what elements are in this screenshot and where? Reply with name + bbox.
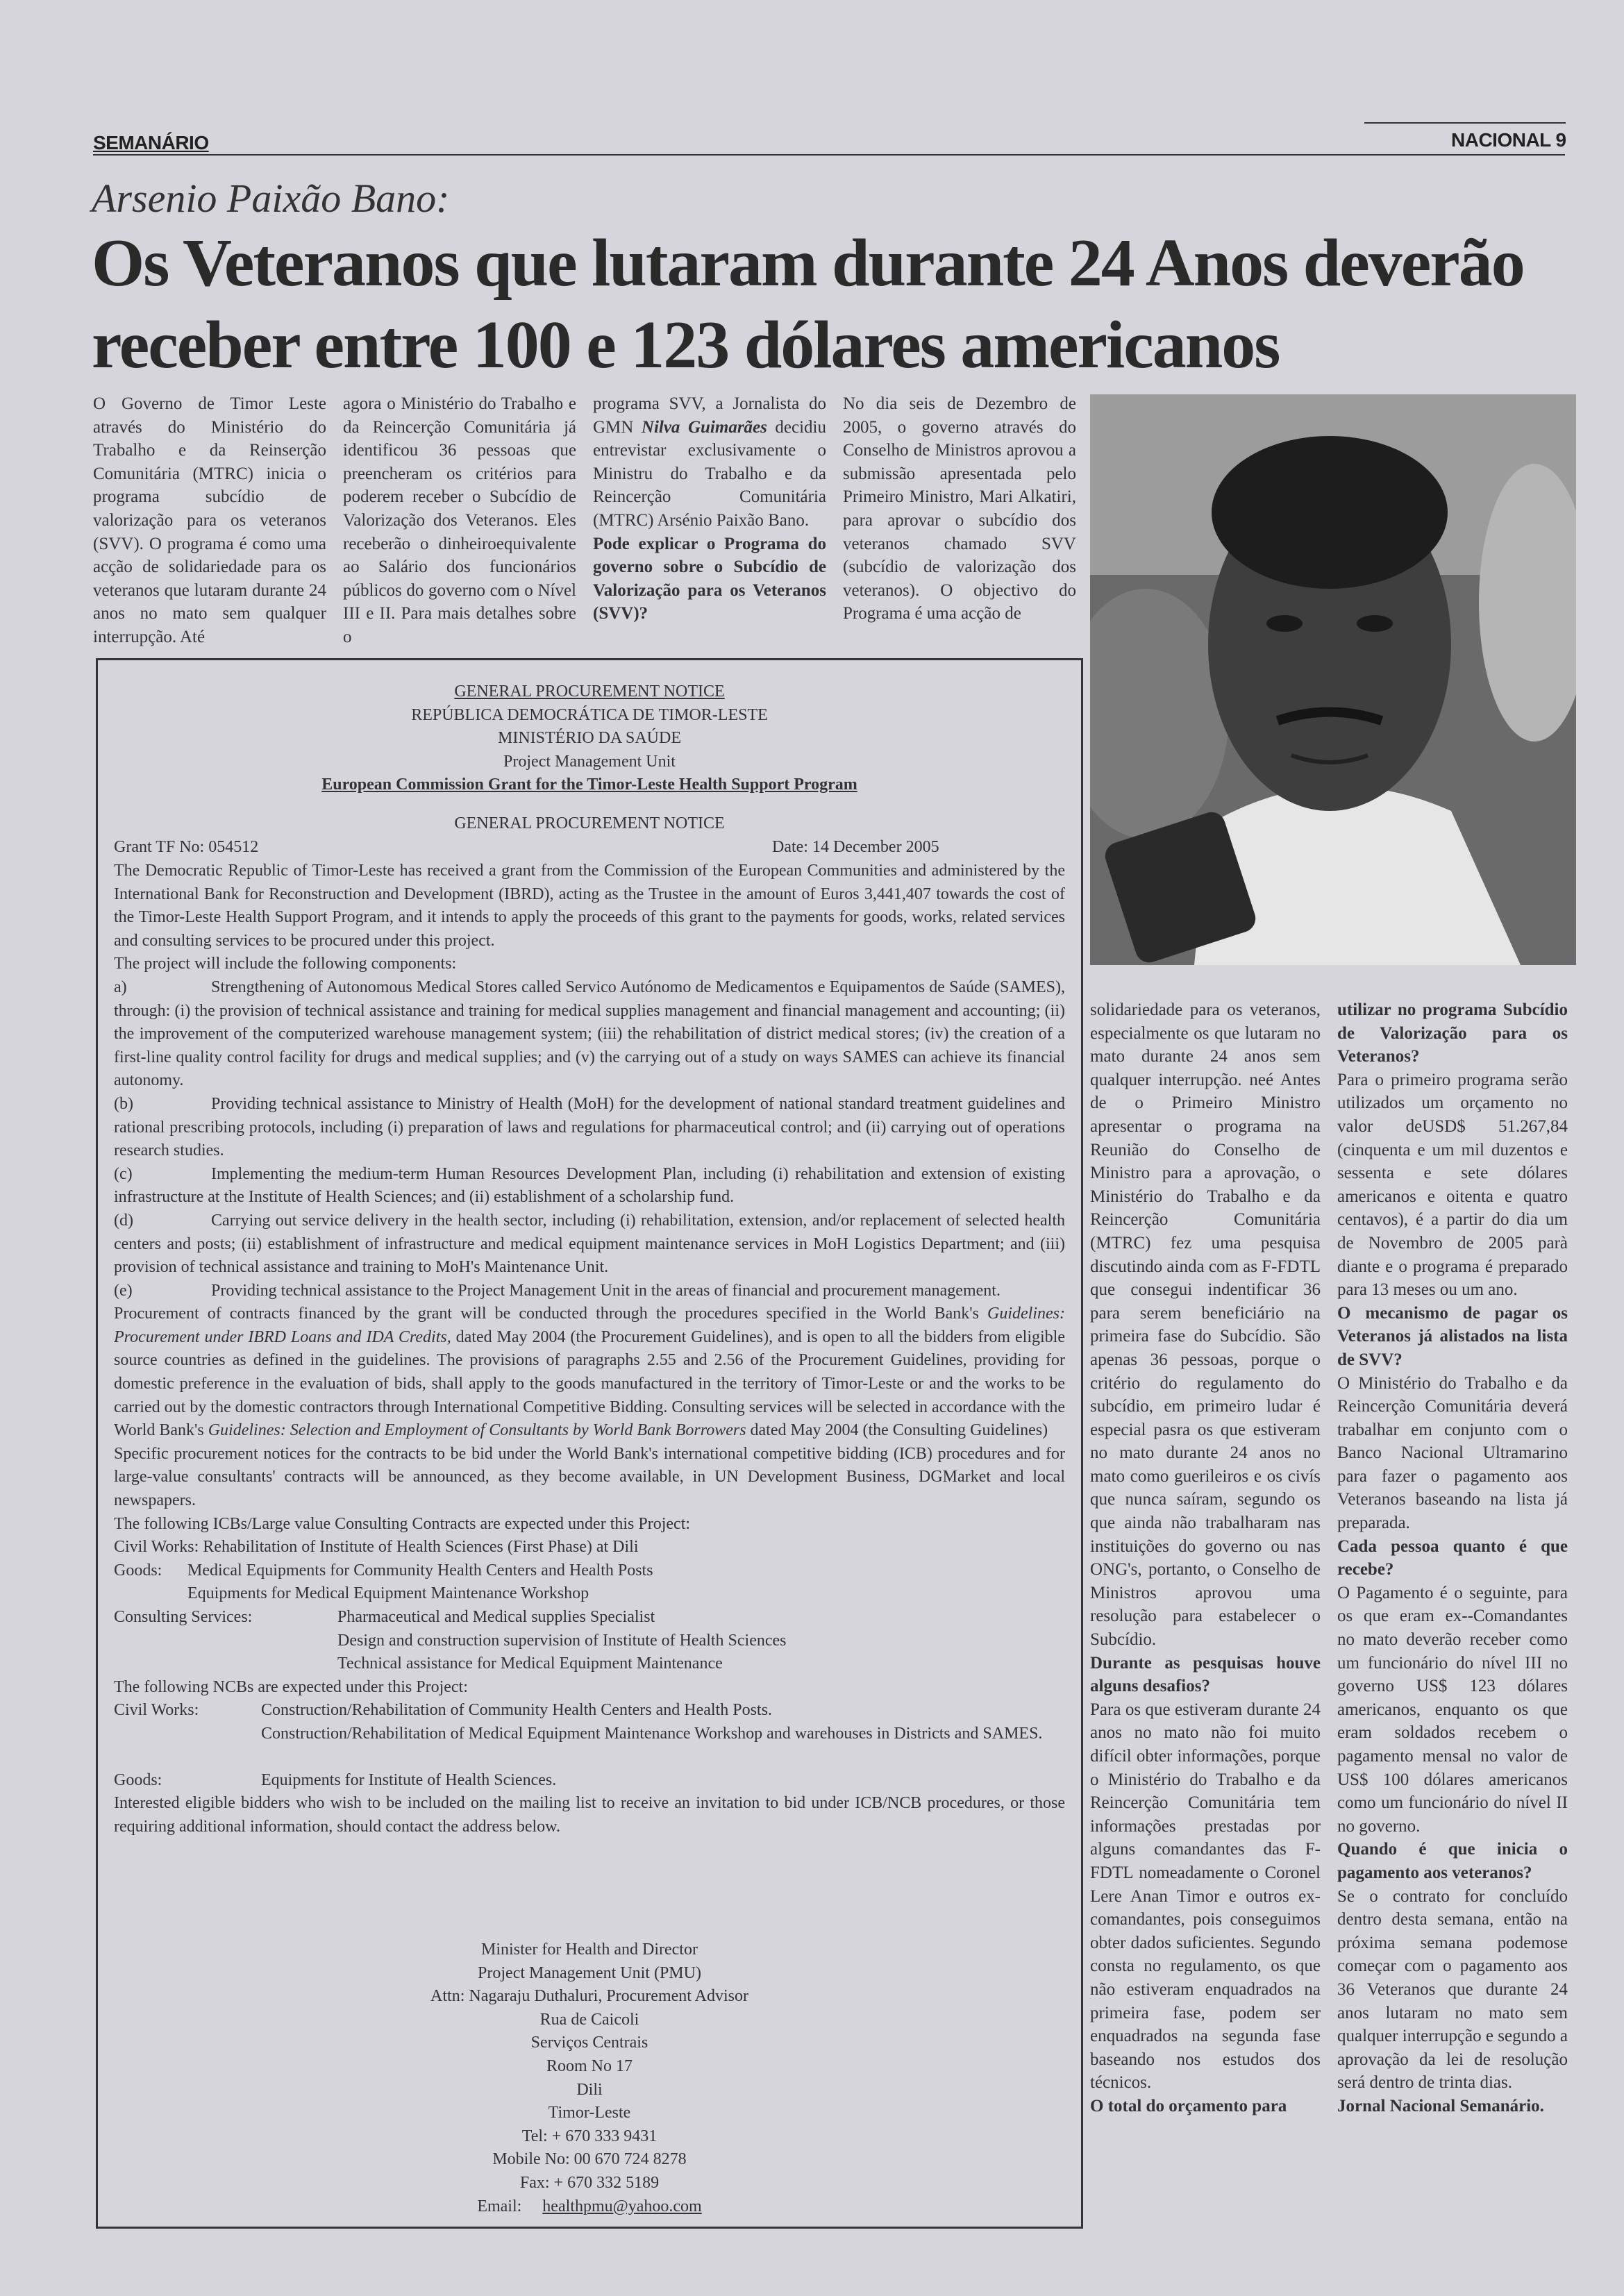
email-label: Email: <box>477 2197 522 2215</box>
notice-label: Goods: <box>114 1561 162 1579</box>
section-label-right: NACIONAL 9 <box>1451 129 1566 151</box>
address-line: Room No 17 <box>546 2056 633 2075</box>
notice-unit: Project Management Unit <box>503 752 676 771</box>
notice-intro: The Democratic Republic of Timor-Leste has received a grant from the Commission of the European Communities and administered by the International Bank for Reconstruction and Development (IBRD), acting as the Trustee in the amount of Euros 3,441,407 towards the cost of the Timor-Leste Health Support Program, and it intends to apply the proceeds of this grant to the payments for goods, works, related services and consulting services to be procured under this project. <box>114 862 1065 950</box>
article-paragraph: Para o primeiro programa serão utilizados um orçamento no valor deUSD$ 51.267,84 (cinquenta e um mil duzentos e sessenta e sete dólares americanos e oitenta e quatro centavos), é a partir do dia um de Novembro de 2005 parà diante e o programa é preparado para 13 meses ou um ano. <box>1337 1070 1568 1300</box>
notice-consulting <box>114 1606 1065 1629</box>
guidelines-title: Guidelines: Procurement under IBRD Loans and IDA Credits, <box>114 1305 1066 1346</box>
notice-icb-civil: Civil Works: Rehabilitation of Institute of Health Sciences (First Phase) at Dili <box>114 1538 639 1557</box>
article-text: programa SVV, a Jornalista do GMN <box>593 394 826 437</box>
interview-question: Pode explicar o Programa do governo sobre o Subcídio de Valorização para os Veteranos (SVV)? <box>593 534 826 623</box>
article-text: decidiu entrevistar exclusivamente o Ministru do Trabalho e da Reincerção Comunitária (MTRC) Arsénio Paixão Bano. <box>593 417 827 530</box>
notice-title: GENERAL PROCUREMENT NOTICE <box>454 682 725 701</box>
notice-address <box>114 1938 1065 2218</box>
header-rule <box>93 154 1565 156</box>
notice-specific: Specific procurement notices for the contracts to be bid under the World Bank's international competitive bidding (ICB) procedures and for large-value consultants' contracts will be announced, as they become available, in UN Development Business, DGMarket and local newspapers. <box>114 1444 1065 1510</box>
notice-icb-goods <box>114 1559 1065 1583</box>
notice-label: Civil Works: <box>114 1701 199 1720</box>
notice-subtitle: GENERAL PROCUREMENT NOTICE <box>454 814 725 832</box>
address-line: Serviços Centrais <box>530 2034 648 2052</box>
address-line: Dili <box>576 2080 603 2099</box>
journalist-name: Nilva Guimarães <box>641 417 767 437</box>
component-text: Providing technical assistance to Ministry of Health (MoH) for the development of national standard treatment guidelines and rational prescribing protocols, including (i) preparation of laws and regulations for pharmaceutical control; and (ii) carrying out of operations research studies. <box>114 1094 1065 1160</box>
article-col-1 <box>93 392 326 649</box>
interview-question: utilizar no programa Subcídio de Valorização para os Veteranos? <box>1337 1000 1568 1066</box>
article-paragraph <box>593 392 826 533</box>
section-label-left: SEMANÁRIO <box>93 132 209 153</box>
notice-item: Pharmaceutical and Medical supplies Specialist <box>337 1608 655 1626</box>
notice-label: Goods: <box>114 1770 162 1789</box>
address-mobile: Mobile No: 00 670 724 8278 <box>492 2150 687 2169</box>
interview-question: Cada pessoa quanto é que recebe? <box>1337 1536 1568 1579</box>
notice-components-intro: The project will include the following components: <box>114 955 457 973</box>
notice-component <box>114 1093 1065 1163</box>
notice-label: Consulting Services: <box>114 1608 253 1626</box>
notice-text: dated May 2004 (the Consulting Guidelines) <box>750 1421 1048 1440</box>
notice-ncb-goods <box>114 1769 1065 1793</box>
article-headline: Os Veteranos que lutaram durante 24 Anos deverão receber entre 100 e 123 dólares americanos <box>92 226 1524 383</box>
notice-component <box>114 976 1065 1093</box>
notice-grant-title: European Commission Grant for the Timor-Leste Health Support Program <box>321 776 857 794</box>
notice-component <box>114 1163 1065 1209</box>
article-paragraph: Para os que estiveram durante 24 anos no mato não foi muito difícil obter informações, porque o Ministério do Trabalho e da Reincerção Comunitária tem informações prestadas por alguns comandantes das F-FDTL nomeadamente o Coronel Lere Anan Timor e outros ex-comandantes, pois conseguimos obter dados suficientes. Segundo consta no regulamento, os que não estiveram enquadrados na primeira fase, podem ser enquadrados na segunda fase baseando nos estudos dos técnicos. <box>1090 1700 1321 2093</box>
notice-consulting-3: Technical assistance for Medical Equipment Maintenance <box>337 1654 723 1673</box>
notice-consulting-2: Design and construction supervision of Institute of Health Sciences <box>337 1631 787 1650</box>
notice-component <box>114 1280 1065 1303</box>
component-text: Strengthening of Autonomous Medical Stores called Servico Autónomo de Medicamentos e Equipamentos de Saúde (SAMES), through: (i) the provision of technical assistance and training for medical supplies management and financial management and accounting; (ii) the improvement of the computerized warehouse management system; (iii) the rehabilitation of district medical stores; (iv) the creation of a first-line quality control facility for drugs and medical supplies; and (v) the carrying out of a study on ways SAMES can achieve its financial autonomy. <box>114 978 1065 1090</box>
article-signature: Jornal Nacional Semanário. <box>1337 2096 1544 2115</box>
notice-country: REPÚBLICA DEMOCRÁTICA DE TIMOR-LESTE <box>411 705 768 724</box>
article-col-4 <box>843 392 1076 626</box>
address-line: Project Management Unit (PMU) <box>478 1963 701 1982</box>
article-col-2 <box>343 392 576 649</box>
address-line: Rua de Caicoli <box>539 2010 639 2029</box>
article-paragraph: O Pagamento é o seguinte, para os que eram ex--Comandantes no mato deverão receber como um funcionário do nível III no governo US$ 123 dólares americanos, enquanto os que eram soldados recebem o pagamento mensal no valor de US$ 100 dólares americanos como um funcionário do nível II no governo. <box>1337 1583 1568 1836</box>
component-text: Providing technical assistance to the Project Management Unit in the areas of financial and procurement management. <box>211 1281 1001 1300</box>
component-text: Implementing the medium-term Human Resources Development Plan, including (i) rehabilitation and extension of existing infrastructure at the Institute of Health Sciences; and (ii) establishment of a scholarship fund. <box>114 1164 1065 1207</box>
address-line: Minister for Health and Director <box>481 1941 698 1959</box>
notice-body <box>114 860 1065 1838</box>
component-text: Carrying out service delivery in the health sector, including (i) rehabilitation, extension, and/or replacement of selected health centers and posts; (ii) establishment of infrastructure and medical equipment maintenance services in MoH Logistics Department; and (iii) provision of technical assistance and training to MoH's Maintenance Unit. <box>114 1211 1065 1277</box>
notice-item: Construction/Rehabilitation of Medical Equipment Maintenance Workshop and warehouses in Districts and SAMES. <box>261 1724 1043 1743</box>
interview-question: Durante as pesquisas houve alguns desafios? <box>1090 1653 1321 1696</box>
article-col-6 <box>1337 998 1568 2118</box>
component-label: (c) <box>114 1164 133 1183</box>
notice-icb-intro: The following ICBs/Large value Consulting Contracts are expected under this Project: <box>114 1514 691 1533</box>
article-paragraph: solidariedade para os veteranos, especialmente os que lutaram no mato durante 24 anos sem qualquer interrupção. neé Antes de o Primeiro Ministro apresentar o programa na Reunião do Conselho de Ministro para a aprovação, o Ministério do Trabalho e da Reincerção Comunitária (MTRC) fez uma pesquisa discutindo ainda com as F-FDTL que consegui indentificar 36 para serem beneficiário na primeira fase do Subcídio. São apenas 36 pessoas, porque o critério do regulamento do subcídio, em primeiro ludar é especial pasra os que estiveram no mato durante 24 anos no mato como guerileiros e os civís que nunca saíram, segundo os que ainda não trabalharam nas instituições do governo ou nas ONG's, portanto, o Conselho de Ministros aprovou uma resolução para estabelecer o Subcídio. <box>1090 1000 1321 1650</box>
guidelines-title: Guidelines: Selection and Employment of Consultants by World Bank Borrowers <box>208 1421 746 1440</box>
notice-ncb-intro: The following NCBs are expected under this Project: <box>114 1677 468 1696</box>
notice-date: Date: 14 December 2005 <box>772 838 939 856</box>
article-paragraph: Se o contrato for concluído dentro desta semana, então na próxima semana podemose começar com o pagamento aos 36 Veteranos que durante 24 anos lutaram no mato sem qualquer interrupção e segundo a aprovação da lei de resolução será dentro de trinta dias. <box>1337 1886 1568 2093</box>
notice-procurement <box>114 1302 1065 1443</box>
portrait-photo <box>1090 394 1576 965</box>
notice-ministry: MINISTÉRIO DA SAÚDE <box>498 729 681 748</box>
article-paragraph: agora o Ministério do Trabalho e da Reincerção Comunitária já identificou 36 pessoas que preencheram os critérios para poderem receber o Subcídio de Valorização dos Veteranos. Eles receberão o dinheiroequivalente ao Salário dos funcionários públicos do governo com o Nível III e II. Para mais detalhes sobre o <box>343 394 576 646</box>
notice-grant-line <box>114 836 1065 860</box>
notice-component <box>114 1209 1065 1280</box>
address-line: Attn: Nagaraju Duthaluri, Procurement Advisor <box>430 1987 748 2006</box>
article-col-5 <box>1090 998 1321 2118</box>
portrait-illustration <box>1090 394 1576 965</box>
address-email-line <box>114 2195 1065 2219</box>
address-phone: Tel: + 670 333 9431 <box>521 2127 658 2145</box>
component-label: (e) <box>114 1281 133 1300</box>
component-label: (d) <box>114 1211 133 1230</box>
interview-question: Quando é que inicia o pagamento aos veteranos? <box>1337 1840 1568 1882</box>
article-paragraph: No dia seis de Dezembro de 2005, o governo através do Conselho de Ministros aprovou a submissão apresentada pelo Primeiro Ministro, Mari Alkatiri, para aprovar o subcídio dos veteranos chamado SVV (subcídio de valorização dos veteranos). O objectivo do Programa é uma acção de <box>843 394 1076 623</box>
notice-item: Construction/Rehabilitation of Community Health Centers and Health Posts. <box>261 1701 772 1720</box>
article-paragraph: O Ministério do Trabalho e da Reincerção Comunitária deverá trabalhar em conjunto com o Banco Nacional Ultramarino para fazer o pagamento aos Veteranos baseando na lista já preparada. <box>1337 1373 1568 1533</box>
component-label: a) <box>114 978 127 996</box>
component-label: (b) <box>114 1094 133 1113</box>
notice-grant-no: Grant TF No: 054512 <box>114 838 259 856</box>
interview-question: O total do orçamento para <box>1090 2096 1287 2115</box>
interview-question: O mecanismo de pagar os Veteranos já alistados na lista de SVV? <box>1337 1303 1568 1369</box>
notice-text: Procurement of contracts financed by the grant will be conducted through the procedures specified in the World Bank's <box>114 1305 979 1323</box>
notice-interested: Interested eligible bidders who wish to be included on the mailing list to receive an invitation to bid under ICB/NCB procedures, or those requiring additional information, should contact the address below. <box>114 1794 1065 1836</box>
notice-ncb-civil <box>114 1699 1065 1745</box>
address-line: Timor-Leste <box>548 2104 631 2122</box>
article-kicker: Arsenio Paixão Bano: <box>92 176 450 221</box>
notice-item: Medical Equipments for Community Health Centers and Health Posts <box>187 1561 653 1579</box>
article-paragraph: O Governo de Timor Leste através do Ministério do Trabalho e da Reinserção Comunitária (MTRC) inicia o programa subcídio de valorização para os veteranos (SVV). O programa é como uma acção de solidariedade para os veteranos que lutaram durante 24 anos no mato sem qualquer interrupção. Até <box>93 394 326 646</box>
notice-heading-block <box>114 680 1065 797</box>
header-rule-right <box>1364 122 1566 124</box>
notice-item: Equipments for Institute of Health Sciences. <box>261 1770 557 1789</box>
article-col-3 <box>593 392 826 626</box>
notice-icb-goods-2: Equipments for Medical Equipment Maintenance Workshop <box>187 1584 589 1603</box>
notice-text: dated May 2004 (the Procurement Guidelines), and is open to all the bidders from eligible source countries as defined in the guidelines. The provisions of paragraphs 2.55 and 2.56 of the Procurement Guidelines, providing for domestic preference in the evaluation of bids, shall apply to the goods manufactured in the territory of Timor-Leste or and the works to be carried out by the domestic contractors through International Competitive Bidding. Consulting services will be selected in accordance with the World Bank's <box>114 1327 1065 1440</box>
email-link[interactable]: healthpmu@yahoo.com <box>542 2197 702 2215</box>
address-fax: Fax: + 670 332 5189 <box>519 2173 660 2192</box>
